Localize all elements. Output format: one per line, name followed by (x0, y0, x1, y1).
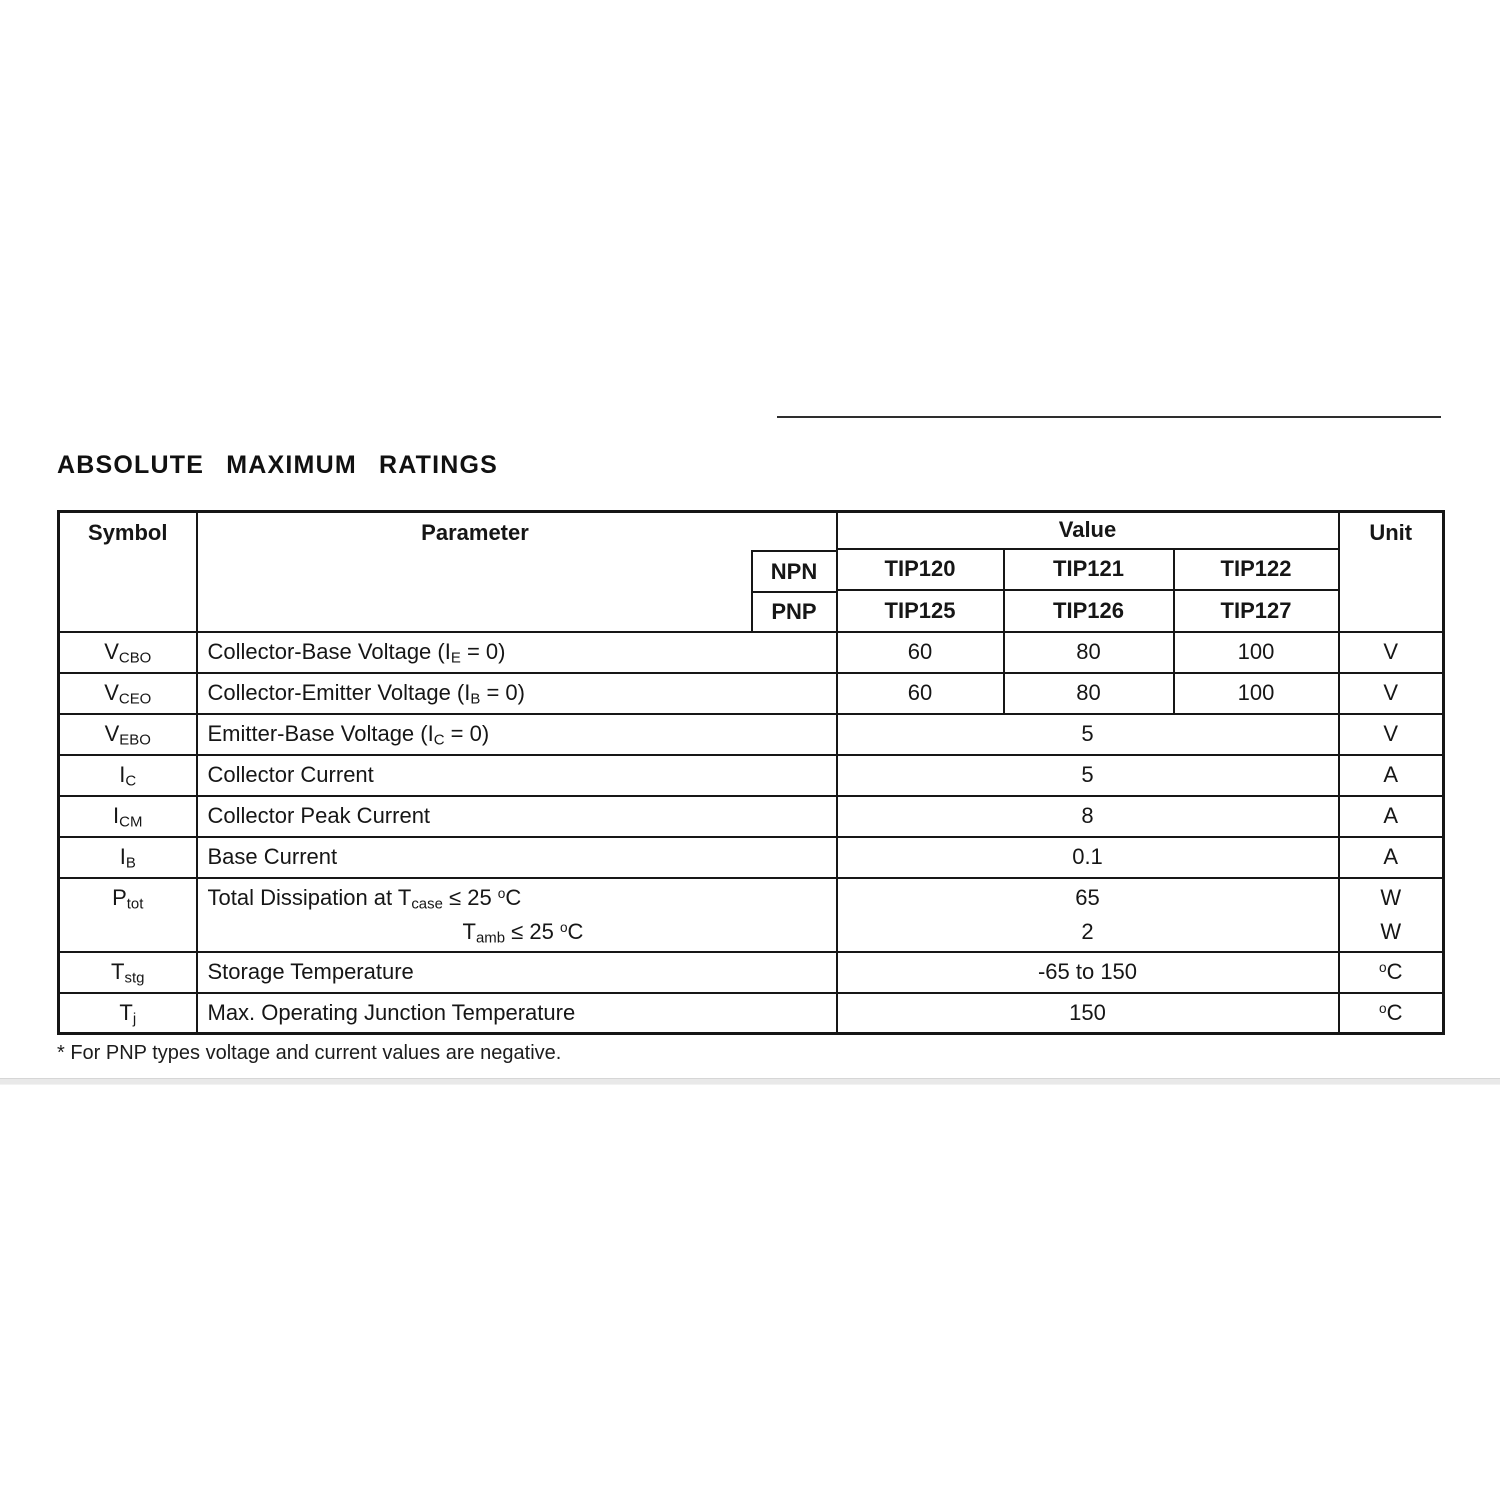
unit-cell: $^o$C (1339, 952, 1444, 993)
parameter-cell: Collector-Base Voltage $(I_E = 0)$ (197, 632, 837, 673)
pnp-label: PNP (771, 598, 817, 624)
header-row (59, 512, 1444, 549)
model-cell: TIP122 (1174, 549, 1339, 590)
table-row-tj (59, 993, 1444, 1034)
symbol-cell: $V_{EBO}$ (59, 714, 197, 755)
table-row-vebo (59, 714, 1444, 755)
symbol-cell: $T_j$ (59, 993, 197, 1034)
value-cell: 0.1 (837, 837, 1339, 878)
model-cell: TIP125 (837, 590, 1004, 632)
model-cell: TIP127 (1174, 590, 1339, 632)
top-divider-line (777, 416, 1441, 418)
page-separator (0, 1078, 1500, 1085)
symbol-cell: $I_B$ (59, 837, 197, 878)
parameter-cell: Max. Operating Junction Temperature (197, 993, 837, 1034)
table-row-vcbo (59, 632, 1444, 673)
value-cell: 60 (837, 673, 1004, 714)
table-row-ptot (59, 878, 1444, 952)
parameter-cell: Collector-Emitter Voltage $(I_B = 0)$ (197, 673, 837, 714)
parameter-cell: Emitter-Base Voltage $(I_C = 0)$ (197, 714, 837, 755)
model-cell: TIP126 (1004, 590, 1174, 632)
unit-cell (1339, 878, 1444, 952)
value-cell: 8 (837, 796, 1339, 837)
table-row-ib (59, 837, 1444, 878)
parameter-header (197, 512, 837, 632)
symbol-header: Symbol (59, 512, 197, 632)
value-cell: 5 (837, 714, 1339, 755)
parameter-cell: Base Current (197, 837, 837, 878)
table-row-tstg (59, 952, 1444, 993)
value-cell: 80 (1004, 632, 1174, 673)
value-cell: -65 to 150 (837, 952, 1339, 993)
polarity-labels (751, 550, 836, 631)
parameter-line: $T_{amb} \le 25$ $^o$C (462, 918, 584, 946)
symbol-cell: $V_{CEO}$ (59, 673, 197, 714)
value-cell: 60 (837, 632, 1004, 673)
table-row-ic (59, 755, 1444, 796)
table-row-icm (59, 796, 1444, 837)
ratings-table (57, 510, 1445, 1035)
unit-line: W (1380, 918, 1402, 944)
value-cell (837, 878, 1339, 952)
npn-label: NPN (753, 552, 836, 593)
table-row-vceo (59, 673, 1444, 714)
unit-header: Unit (1339, 512, 1444, 632)
unit-cell: A (1339, 796, 1444, 837)
unit-cell: A (1339, 755, 1444, 796)
symbol-cell: $V_{CBO}$ (59, 632, 197, 673)
section-title: ABSOLUTE MAXIMUM RATINGS (57, 451, 499, 479)
value-line: 65 (1075, 884, 1100, 910)
symbol-cell: $P_{tot}$ (59, 878, 197, 952)
symbol-cell: $I_C$ (59, 755, 197, 796)
parameter-cell: Storage Temperature (197, 952, 837, 993)
footnote: * For PNP types voltage and current values are negative. (57, 1042, 562, 1064)
unit-cell: V (1339, 632, 1444, 673)
value-cell: 80 (1004, 673, 1174, 714)
parameter-cell: Collector Current (197, 755, 837, 796)
value-cell: 100 (1174, 632, 1339, 673)
value-cell: 150 (837, 993, 1339, 1034)
parameter-cell (197, 878, 837, 952)
symbol-cell: $I_{CM}$ (59, 796, 197, 837)
value-cell: 5 (837, 755, 1339, 796)
unit-line: W (1380, 884, 1402, 910)
parameter-header-label: Parameter (421, 520, 529, 545)
model-cell: TIP120 (837, 549, 1004, 590)
parameter-cell: Collector Peak Current (197, 796, 837, 837)
unit-cell: V (1339, 673, 1444, 714)
value-header: Value (837, 512, 1339, 549)
model-cell: TIP121 (1004, 549, 1174, 590)
unit-cell: $^o$C (1339, 993, 1444, 1034)
value-line: 2 (1081, 918, 1094, 944)
unit-cell: A (1339, 837, 1444, 878)
symbol-cell: $T_{stg}$ (59, 952, 197, 993)
value-cell: 100 (1174, 673, 1339, 714)
unit-cell: V (1339, 714, 1444, 755)
parameter-line: Total Dissipation at $T_{case} \le 25$ $^o$C (207, 884, 522, 912)
ratings-table-container (57, 510, 1445, 1035)
